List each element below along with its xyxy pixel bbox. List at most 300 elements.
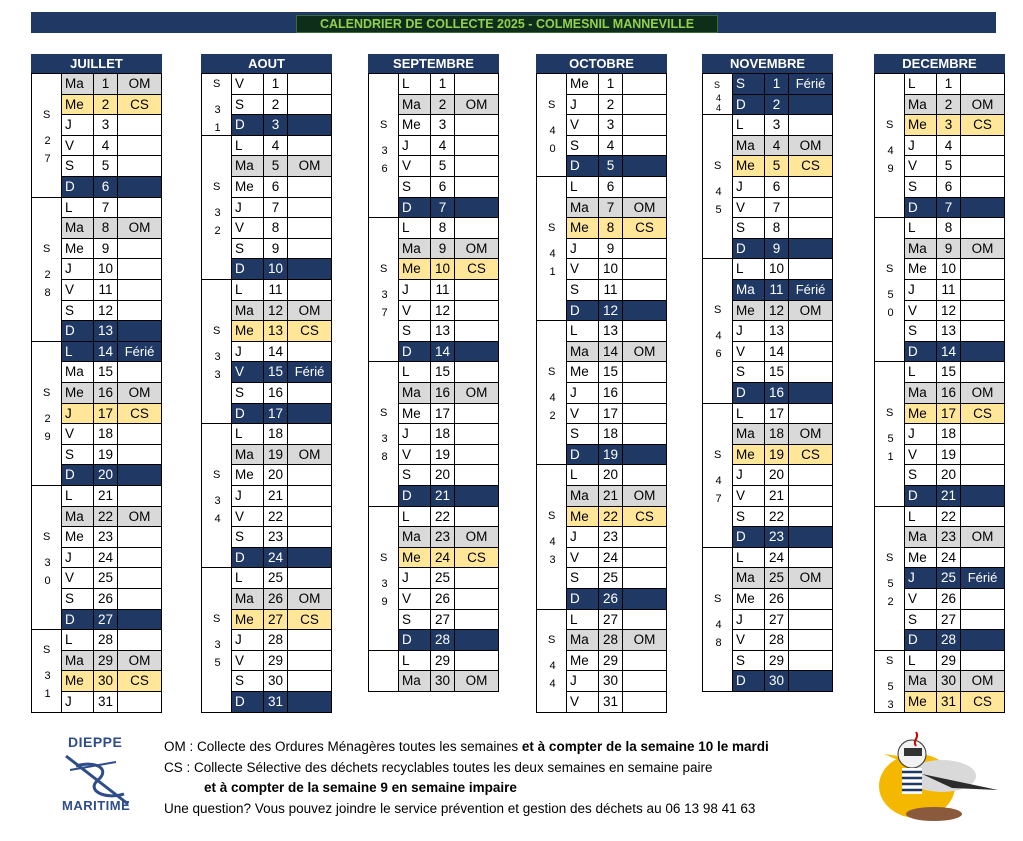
month-grid (368, 73, 499, 692)
day-row (62, 651, 162, 672)
day-row (733, 527, 833, 548)
day-row (567, 280, 667, 301)
day-name: J (567, 95, 599, 116)
day-event (455, 136, 499, 157)
day-event (118, 136, 162, 157)
day-name: L (905, 651, 937, 672)
day-row (905, 548, 1005, 569)
day-event (118, 259, 162, 280)
week-number-digit: 2 (44, 412, 51, 425)
day-name: J (232, 630, 264, 651)
day-number: 29 (431, 651, 455, 672)
day-number: 2 (937, 95, 961, 116)
week-number-digit: 3 (214, 495, 221, 508)
day-name: Ma (733, 136, 765, 157)
day-event (118, 198, 162, 219)
day-name: V (399, 301, 431, 322)
day-name: S (232, 671, 264, 692)
day-row (905, 177, 1005, 198)
week-label: S (213, 180, 221, 193)
day-row (399, 115, 499, 136)
week-number-digit: 5 (887, 577, 894, 590)
day-event (455, 177, 499, 198)
day-row (567, 568, 667, 589)
day-number: 15 (765, 362, 789, 383)
day-number: 5 (937, 156, 961, 177)
week-block (202, 74, 232, 136)
day-row (567, 301, 667, 322)
day-row (567, 589, 667, 610)
day-row (733, 115, 833, 136)
day-row (905, 259, 1005, 280)
day-row (733, 507, 833, 528)
day-event: CS (118, 671, 162, 692)
day-name: J (62, 548, 94, 569)
day-event (961, 362, 1005, 383)
day-number: 15 (937, 362, 961, 383)
day-event (623, 671, 667, 692)
day-name: J (399, 136, 431, 157)
day-name: Ma (62, 362, 94, 383)
day-number: 14 (264, 342, 288, 363)
day-number: 30 (765, 671, 789, 692)
day-name: J (733, 321, 765, 342)
day-name: Me (232, 610, 264, 631)
day-number: 14 (94, 342, 118, 363)
day-event (288, 259, 332, 280)
day-number: 16 (431, 383, 455, 404)
day-row (905, 198, 1005, 219)
week-label: S (886, 551, 894, 564)
day-event (288, 630, 332, 651)
week-block (32, 198, 62, 342)
day-name: Me (905, 259, 937, 280)
day-event (455, 507, 499, 528)
day-name: D (905, 630, 937, 651)
day-row (232, 610, 332, 631)
day-number: 21 (264, 486, 288, 507)
day-row (733, 671, 833, 692)
day-row (399, 404, 499, 425)
day-name: Me (733, 156, 765, 177)
day-name: J (567, 671, 599, 692)
day-name: Me (399, 259, 431, 280)
day-event (623, 115, 667, 136)
day-event: OM (961, 383, 1005, 404)
day-name: D (399, 198, 431, 219)
day-name: D (905, 198, 937, 219)
day-number: 4 (765, 136, 789, 157)
day-name: L (567, 177, 599, 198)
day-number: 15 (264, 362, 288, 383)
day-row (733, 610, 833, 631)
day-number: 22 (431, 507, 455, 528)
day-row (733, 383, 833, 404)
day-number: 8 (599, 218, 623, 239)
day-event (455, 445, 499, 466)
day-event (789, 404, 833, 425)
day-row (232, 630, 332, 651)
day-event (288, 198, 332, 219)
day-event (288, 383, 332, 404)
day-number: 23 (431, 527, 455, 548)
week-label: S (886, 407, 894, 420)
day-name: L (399, 218, 431, 239)
day-name: Me (905, 692, 937, 713)
day-number: 26 (94, 589, 118, 610)
day-row (232, 692, 332, 713)
day-name: Ma (232, 156, 264, 177)
day-event (623, 95, 667, 116)
day-event (623, 404, 667, 425)
day-row (399, 362, 499, 383)
week-label: S (714, 160, 722, 173)
day-event: OM (623, 342, 667, 363)
day-number: 20 (264, 465, 288, 486)
day-row (567, 630, 667, 651)
week-number-digit: 3 (887, 698, 894, 711)
week-number-digit: 3 (381, 433, 388, 446)
day-number: 20 (599, 465, 623, 486)
day-name: V (62, 280, 94, 301)
week-number-digit: 8 (44, 286, 51, 299)
day-name: L (567, 321, 599, 342)
day-row (905, 115, 1005, 136)
day-event: Férié (288, 362, 332, 383)
day-name: Me (733, 445, 765, 466)
day-name: J (905, 424, 937, 445)
day-name: V (232, 651, 264, 672)
day-name: L (232, 424, 264, 445)
day-row (905, 692, 1005, 713)
day-row (733, 156, 833, 177)
day-name: S (399, 465, 431, 486)
week-label: S (43, 242, 51, 255)
day-row (733, 74, 833, 95)
week-number-digit: 4 (715, 102, 721, 113)
day-number: 3 (264, 115, 288, 136)
day-event (789, 177, 833, 198)
day-number: 10 (765, 259, 789, 280)
week-number-digit: 2 (214, 224, 221, 237)
day-row (399, 239, 499, 260)
day-row (62, 74, 162, 95)
month-septembre (368, 54, 499, 692)
day-event (118, 692, 162, 713)
day-number: 27 (431, 610, 455, 631)
day-row (62, 671, 162, 692)
day-number: 25 (937, 568, 961, 589)
week-number-digit: 1 (887, 451, 894, 464)
day-row (232, 568, 332, 589)
day-number: 2 (431, 95, 455, 116)
day-name: Me (733, 301, 765, 322)
day-name: D (905, 486, 937, 507)
day-row (62, 589, 162, 610)
day-number: 27 (94, 610, 118, 631)
day-event (288, 527, 332, 548)
day-name: Ma (62, 74, 94, 95)
day-row (232, 445, 332, 466)
day-event (455, 589, 499, 610)
day-row (62, 568, 162, 589)
day-number: 27 (264, 610, 288, 631)
day-row (733, 424, 833, 445)
day-row (62, 198, 162, 219)
day-row (399, 445, 499, 466)
day-name: Ma (567, 198, 599, 219)
day-row (232, 527, 332, 548)
week-block (703, 548, 733, 692)
week-block (369, 362, 399, 506)
day-event (623, 136, 667, 157)
day-name: V (905, 156, 937, 177)
day-event: OM (623, 198, 667, 219)
day-number: 23 (599, 527, 623, 548)
day-number: 26 (599, 589, 623, 610)
day-event (118, 610, 162, 631)
day-row (567, 177, 667, 198)
day-number: 19 (264, 445, 288, 466)
month-header: JUILLET (31, 54, 162, 73)
day-row (62, 610, 162, 631)
day-event (961, 342, 1005, 363)
day-event (623, 589, 667, 610)
day-event (789, 589, 833, 610)
day-event (961, 218, 1005, 239)
day-name: L (232, 568, 264, 589)
day-event (623, 424, 667, 445)
day-name: S (733, 507, 765, 528)
day-name: Ma (567, 486, 599, 507)
day-event (623, 280, 667, 301)
day-name: D (733, 671, 765, 692)
day-number: 6 (94, 177, 118, 198)
day-name: Ma (733, 280, 765, 301)
day-number: 30 (431, 671, 455, 692)
day-event (623, 74, 667, 95)
legend-om-bold: et à compter de la semaine 10 le mardi (521, 739, 769, 754)
day-event (118, 280, 162, 301)
day-number: 1 (599, 74, 623, 95)
day-number: 25 (94, 568, 118, 589)
day-number: 24 (431, 548, 455, 569)
day-event (118, 301, 162, 322)
day-event (623, 465, 667, 486)
day-row (733, 321, 833, 342)
day-event (789, 486, 833, 507)
day-row (905, 424, 1005, 445)
day-row (62, 218, 162, 239)
day-event: OM (288, 445, 332, 466)
day-event (455, 74, 499, 95)
week-block (875, 218, 905, 362)
day-row (567, 95, 667, 116)
week-number-digit: 4 (549, 660, 556, 673)
week-number-digit: 0 (44, 575, 51, 588)
day-number: 8 (431, 218, 455, 239)
day-row (905, 651, 1005, 672)
day-name: V (905, 445, 937, 466)
week-number-digit: 3 (381, 289, 388, 302)
day-number: 11 (94, 280, 118, 301)
day-number: 28 (94, 630, 118, 651)
day-event: OM (961, 95, 1005, 116)
day-number: 5 (431, 156, 455, 177)
day-name: S (905, 177, 937, 198)
day-number: 28 (765, 630, 789, 651)
day-number: 9 (599, 239, 623, 260)
day-number: 5 (94, 156, 118, 177)
month-grid (874, 73, 1005, 713)
day-event (623, 651, 667, 672)
day-name: D (733, 527, 765, 548)
day-number: 19 (599, 445, 623, 466)
day-event (623, 610, 667, 631)
week-number-digit: 3 (44, 557, 51, 570)
day-row (232, 115, 332, 136)
day-name: Me (567, 507, 599, 528)
day-name: J (567, 383, 599, 404)
day-name: J (733, 610, 765, 631)
day-name: J (232, 342, 264, 363)
day-event: Férié (118, 342, 162, 363)
week-number-digit: 0 (887, 307, 894, 320)
month-octobre (536, 54, 667, 713)
day-number: 1 (937, 74, 961, 95)
week-number-digit: 3 (381, 145, 388, 158)
day-number: 26 (431, 589, 455, 610)
day-event (623, 568, 667, 589)
day-name: Ma (905, 383, 937, 404)
day-row (733, 486, 833, 507)
day-number: 10 (599, 259, 623, 280)
day-number: 14 (765, 342, 789, 363)
day-event (455, 486, 499, 507)
legend (164, 737, 769, 819)
day-number: 9 (937, 239, 961, 260)
day-row (232, 342, 332, 363)
day-number: 29 (599, 651, 623, 672)
day-row (62, 630, 162, 651)
week-block (202, 280, 232, 424)
day-name: Me (567, 651, 599, 672)
day-row (62, 321, 162, 342)
day-event: OM (789, 136, 833, 157)
day-event (455, 630, 499, 651)
day-row (733, 404, 833, 425)
day-row (232, 486, 332, 507)
day-row (567, 136, 667, 157)
day-row (232, 280, 332, 301)
day-number: 21 (765, 486, 789, 507)
day-event (961, 280, 1005, 301)
day-event (288, 424, 332, 445)
day-number: 30 (599, 671, 623, 692)
day-event (455, 568, 499, 589)
week-label: S (380, 263, 388, 276)
day-event: Férié (789, 74, 833, 95)
day-event: OM (455, 671, 499, 692)
day-name: V (399, 156, 431, 177)
day-row (567, 239, 667, 260)
day-row (733, 259, 833, 280)
week-number-digit: 5 (715, 204, 722, 217)
day-row (905, 156, 1005, 177)
day-row (62, 404, 162, 425)
month-decembre (874, 54, 1005, 713)
day-number: 5 (264, 156, 288, 177)
day-name: V (905, 589, 937, 610)
day-name: D (232, 548, 264, 569)
day-event (118, 156, 162, 177)
day-row (399, 136, 499, 157)
day-name: S (567, 136, 599, 157)
day-number: 16 (264, 383, 288, 404)
day-row (567, 610, 667, 631)
day-row (567, 115, 667, 136)
day-number: 18 (765, 424, 789, 445)
day-event (288, 651, 332, 672)
week-number-digit: 8 (381, 451, 388, 464)
day-number: 16 (765, 383, 789, 404)
day-name: J (62, 259, 94, 280)
day-number: 23 (264, 527, 288, 548)
day-row (62, 527, 162, 548)
day-number: 18 (264, 424, 288, 445)
day-name: Me (399, 115, 431, 136)
week-number-digit: 6 (381, 163, 388, 176)
day-number: 13 (94, 321, 118, 342)
day-row (62, 342, 162, 363)
day-number: 3 (431, 115, 455, 136)
day-row (399, 280, 499, 301)
week-label: S (213, 77, 221, 90)
day-row (62, 383, 162, 404)
day-row (232, 301, 332, 322)
day-event (789, 342, 833, 363)
day-row (905, 95, 1005, 116)
day-event (961, 136, 1005, 157)
day-event (288, 95, 332, 116)
day-number: 11 (599, 280, 623, 301)
day-row (399, 610, 499, 631)
day-number: 26 (937, 589, 961, 610)
day-event (789, 610, 833, 631)
day-event: Férié (961, 568, 1005, 589)
day-row (232, 198, 332, 219)
month-header: SEPTEMBRE (368, 54, 499, 73)
week-number-digit: 2 (887, 595, 894, 608)
day-name: Me (62, 239, 94, 260)
day-row (62, 156, 162, 177)
day-event (455, 362, 499, 383)
day-event: CS (789, 445, 833, 466)
day-name: Ma (62, 651, 94, 672)
day-name: V (232, 362, 264, 383)
day-event (789, 527, 833, 548)
week-label: S (548, 366, 556, 379)
day-row (62, 280, 162, 301)
week-label: S (714, 592, 722, 605)
day-number: 24 (937, 548, 961, 569)
day-name: Me (567, 74, 599, 95)
day-row (567, 651, 667, 672)
day-row (567, 362, 667, 383)
day-number: 7 (431, 198, 455, 219)
day-row (62, 136, 162, 157)
week-number-digit: 0 (549, 142, 556, 155)
